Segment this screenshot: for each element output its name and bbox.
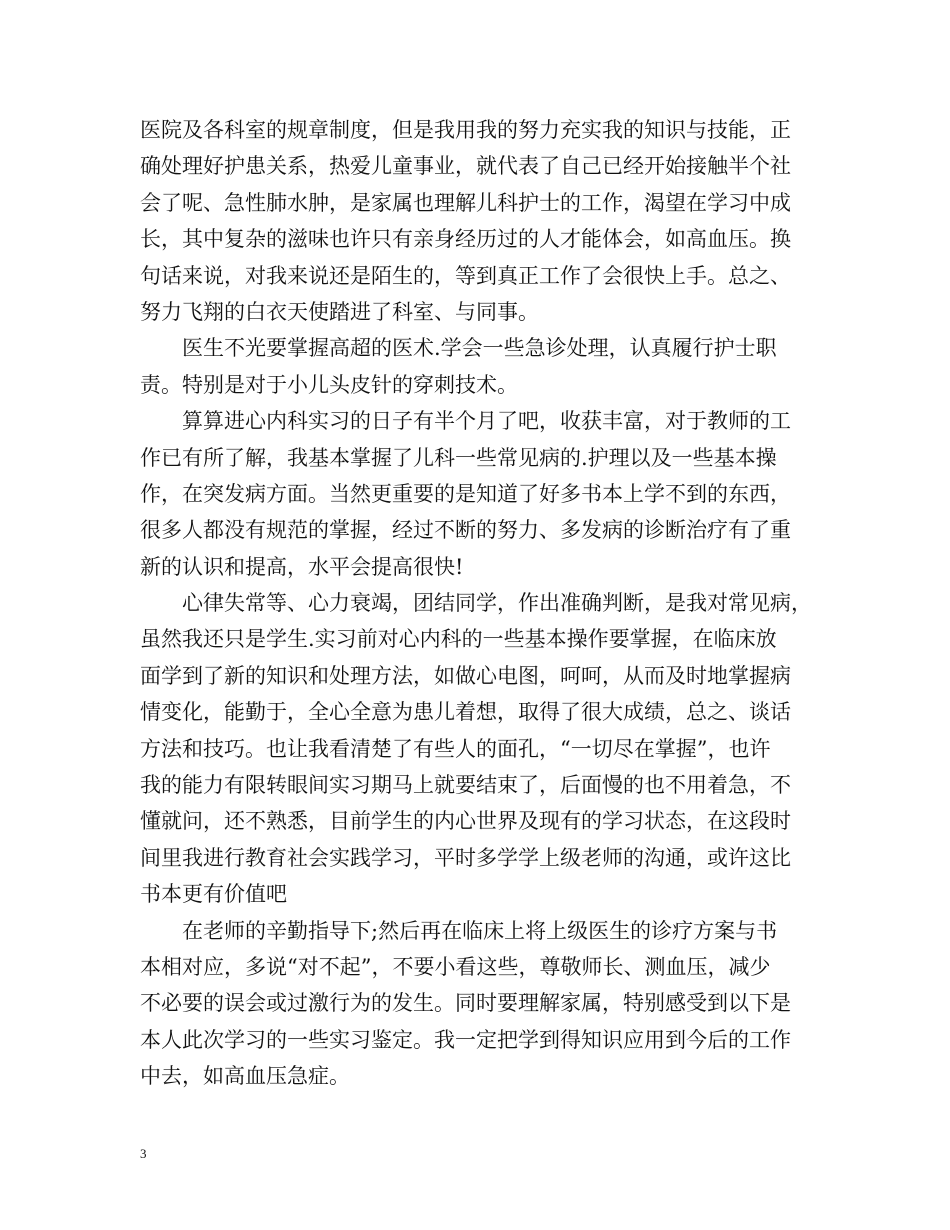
text-line: 医院及各科室的规章制度，但是我用我的努力充实我的知识与技能，正 [140, 118, 791, 142]
paragraph [140, 112, 822, 330]
body-text [140, 112, 822, 1095]
text-line: 书本更有价值吧 [140, 882, 287, 907]
text-line: 本人此次学习的一些实习鉴定。我一定把学到得知识应用到今后的工作 [140, 1027, 791, 1052]
text-line: 作，在突发病方面。当然更重要的是知道了好多书本上学不到的东西， [140, 481, 791, 506]
text-line: 情变化，能勤于，全心全意为患儿着想，取得了很大成绩，总之、谈话 [140, 700, 791, 725]
text-line: 间里我进行教育社会实践学习，平时多学学上级老师的沟通，或许这比 [140, 845, 791, 870]
text-line: 努力飞翔的白衣天使踏进了科室、与同事。 [140, 299, 539, 324]
paragraph [140, 585, 822, 913]
text-line: 不必要的误会或过激行为的发生。同时要理解家属，特别感受到以下是 [140, 991, 791, 1016]
text-line: 心律失常等、心力衰竭，团结同学，作出准确判断，是我对常见病， [182, 591, 812, 616]
paragraph [140, 913, 822, 1095]
text-line: 长，其中复杂的滋味也许只有亲身经历过的人才能体会，如高血压。换 [140, 227, 791, 252]
text-line: 会了呢、急性肺水肿，是家属也理解儿科护士的工作，渴望在学习中成 [140, 190, 791, 215]
text-line: 我的能力有限转眼间实习期马上就要结束了，后面慢的也不用着急，不 [140, 773, 791, 798]
text-line: 责。特别是对于小儿头皮针的穿刺技术。 [140, 372, 518, 397]
text-line: 句话来说，对我来说还是陌生的，等到真正工作了会很快上手。总之、 [140, 263, 791, 288]
text-line: 方法和技巧。也让我看清楚了有些人的面孔，“一切尽在掌握”，也许 [140, 736, 771, 761]
text-line: 很多人都没有规范的掌握，经过不断的努力、多发病的诊断治疗有了重 [140, 518, 791, 543]
text-line: 确处理好护患关系，热爱儿童事业，就代表了自己已经开始接触半个社 [140, 154, 791, 179]
text-line: 中去，如高血压急症。 [140, 1064, 350, 1089]
text-line: 医生不光要掌握高超的医术.学会一些急诊处理，认真履行护士职 [182, 336, 777, 361]
page-number: 3 [140, 1146, 147, 1161]
paragraph [140, 330, 822, 403]
paragraph [140, 403, 822, 585]
text-line: 新的认识和提高，水平会提高很快! [140, 554, 464, 579]
text-line: 懂就问，还不熟悉，目前学生的内心世界及现有的学习状态，在这段时 [140, 809, 791, 834]
text-line: 本相对应，多说“对不起”，不要小看这些，尊敬师长、测血压，减少 [140, 954, 771, 979]
text-line: 面学到了新的知识和处理方法，如做心电图，呵呵，从而及时地掌握病 [140, 663, 791, 688]
text-line: 虽然我还只是学生.实习前对心内科的一些基本操作要掌握，在临床放 [140, 627, 777, 652]
text-line: 在老师的辛勤指导下;然后再在临床上将上级医生的诊疗方案与书 [182, 918, 778, 943]
text-line: 作已有所了解，我基本掌握了儿科一些常见病的.护理以及一些基本操 [140, 445, 777, 470]
text-line: 算算进心内科实习的日子有半个月了吧，收获丰富，对于教师的工 [182, 409, 791, 434]
